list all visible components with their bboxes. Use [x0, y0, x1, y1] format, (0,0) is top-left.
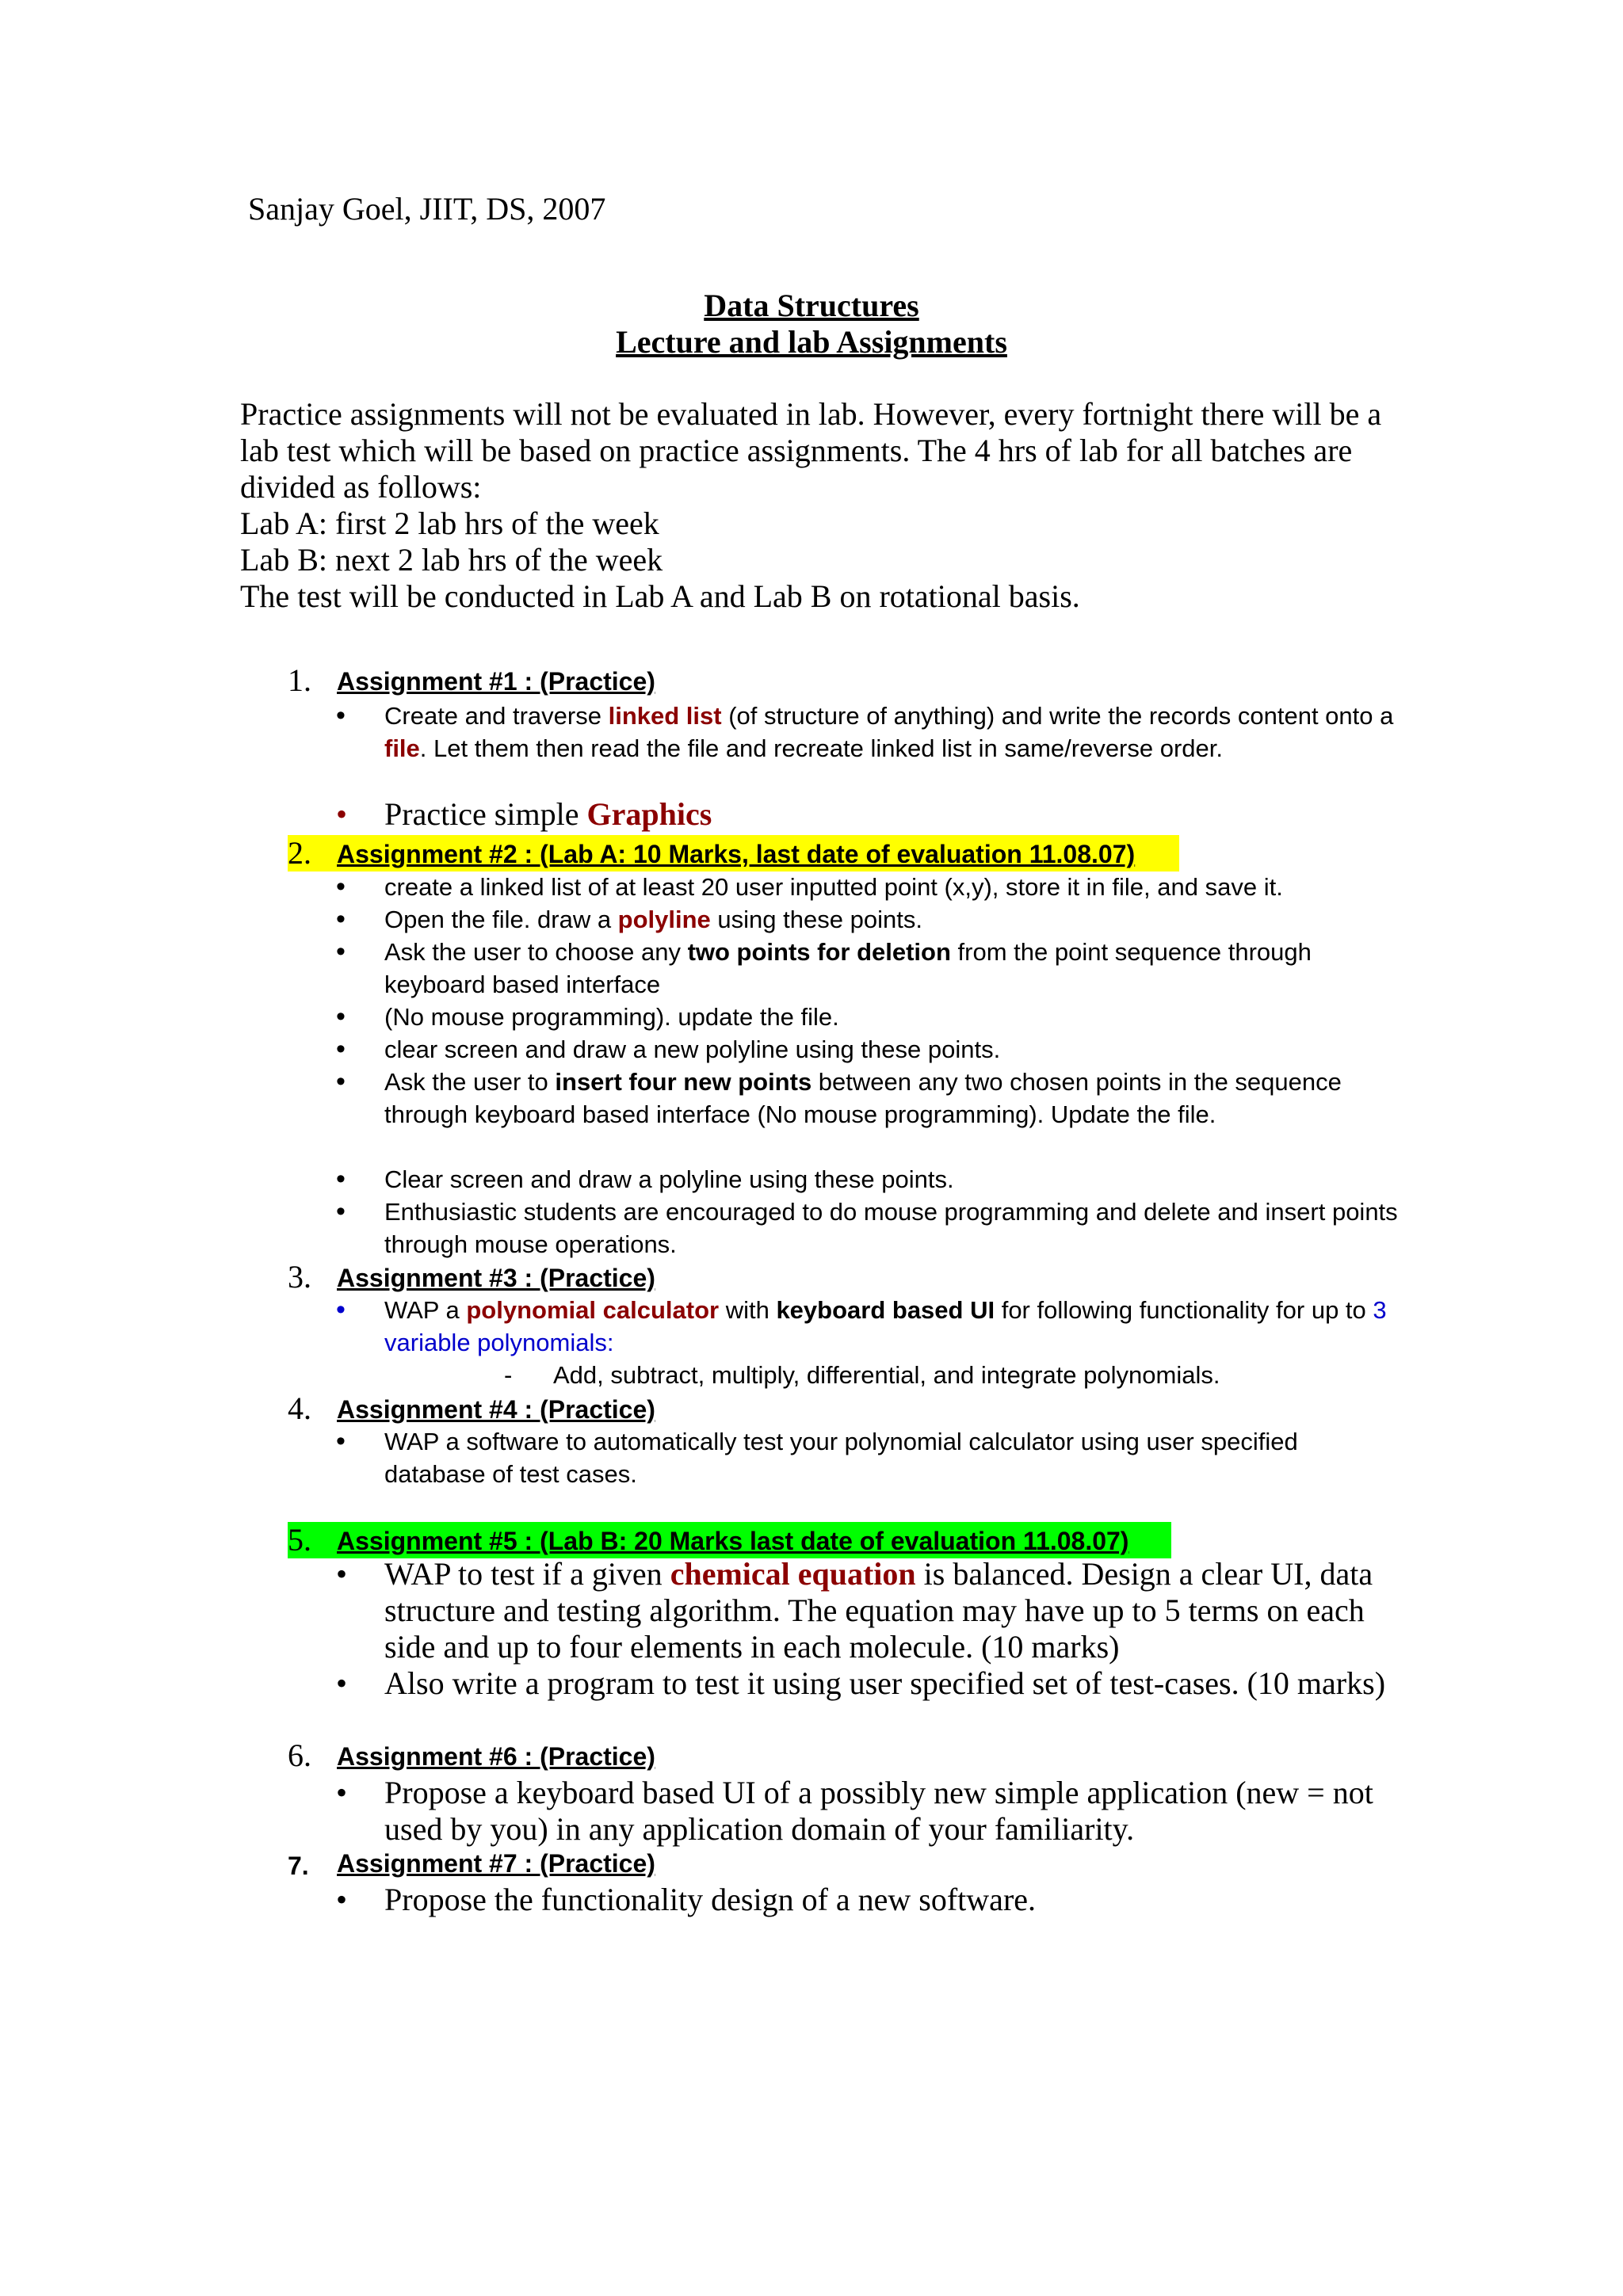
bullet-icon: • — [336, 1882, 348, 1917]
bullet-text: Propose the functionality design of a new software. — [384, 1882, 1037, 1917]
bullet-icon: • — [336, 700, 346, 730]
intro-paragraph — [240, 396, 1397, 615]
bullet-icon: • — [336, 1196, 346, 1226]
bullet-text: Also write a program to test it using user specified set of test-cases. (10 marks) — [384, 1665, 1386, 1701]
assignment-heading: Assignment #1 : (Practice) — [337, 667, 655, 696]
assignment-number: 7. — [288, 1852, 309, 1880]
bullet-text: (No mouse programming). update the file. — [384, 1003, 839, 1031]
bullet-icon: • — [336, 904, 346, 934]
bullet-text: WAP a software to automatically test your polynomial calculator using user specified database of test cases. — [384, 1428, 1298, 1488]
dash-marker: - — [504, 1361, 513, 1389]
assignment-heading: Assignment #7 : (Practice) — [337, 1849, 655, 1878]
document-subtitle: Lecture and lab Assignments — [616, 324, 1007, 360]
bullet-text: Ask the user to choose any two points for deletion from the point sequence through keyboard based interface — [384, 938, 1312, 998]
bullet-icon: • — [336, 1775, 348, 1810]
assignment-heading: Assignment #2 : (Lab A: 10 Marks, last date of evaluation 11.08.07) — [337, 840, 1136, 868]
bullet-text: clear screen and draw a new polyline using these points. — [384, 1035, 1001, 1063]
intro-lab-b: Lab B: next 2 lab hrs of the week — [240, 542, 663, 578]
assignment-number: 3. — [288, 1259, 311, 1295]
bullet-icon: • — [336, 1066, 346, 1097]
assignment-heading: Assignment #4 : (Practice) — [337, 1395, 655, 1424]
bullet-text: Ask the user to insert four new points between any two chosen points in the sequence through keyboard based interface (No mouse programming). Update the file. — [384, 1068, 1342, 1128]
intro-text: Practice assignments will not be evaluated in lab. However, every fortnight there will be a lab test which will be based on practice assignments. The 4 hrs of lab for all batches are divided as follows: — [240, 396, 1382, 505]
assignment-number: 1. — [288, 662, 311, 698]
bullet-text: Open the file. draw a polyline using these points. — [384, 906, 922, 933]
author-line: Sanjay Goel, JIIT, DS, 2007 — [248, 191, 606, 227]
bullet-icon: • — [336, 1426, 346, 1456]
assignment-heading: Assignment #5 : (Lab B: 20 Marks last date of evaluation 11.08.07) — [337, 1527, 1129, 1555]
assignment-heading: Assignment #3 : (Practice) — [337, 1264, 655, 1292]
bullet-text: Practice simple Graphics — [384, 796, 712, 832]
assignment-number: 4. — [288, 1390, 311, 1426]
bullet-text: Create and traverse linked list (of structure of anything) and write the records content onto a file. Let them then read the file and recreate linked list in same/reverse order. — [384, 702, 1394, 762]
sub-item-text: Add, subtract, multiply, differential, and integrate polynomials. — [553, 1361, 1220, 1389]
bullet-icon: • — [336, 1001, 346, 1032]
bullet-text: Clear screen and draw a polyline using these points. — [384, 1165, 954, 1193]
bullet-text: WAP a polynomial calculator with keyboard based UI for following functionality for up to 3 variable polynomials: — [384, 1296, 1387, 1356]
bullet-icon: • — [336, 1034, 346, 1064]
document-title: Data Structures — [704, 288, 919, 323]
intro-lab-a: Lab A: first 2 lab hrs of the week — [240, 505, 659, 541]
intro-rotation: The test will be conducted in Lab A and Lab B on rotational basis. — [240, 578, 1080, 614]
bullet-icon: • — [336, 1556, 348, 1592]
bullet-icon: • — [336, 871, 346, 902]
assignment-number: 6. — [288, 1737, 311, 1773]
bullet-text: Propose a keyboard based UI of a possibly new simple application (new = not used by you) in any application domain of your familiarity. — [384, 1775, 1373, 1847]
assignment-number: 5. — [288, 1522, 311, 1558]
assignment-number: 2. — [288, 835, 311, 871]
bullet-text: Enthusiastic students are encouraged to do mouse programming and delete and insert points through mouse operations. — [384, 1198, 1398, 1258]
bullet-icon: • — [336, 936, 346, 967]
bullet-icon: • — [336, 1665, 348, 1701]
bullet-icon: • — [336, 796, 348, 832]
assignment-heading: Assignment #6 : (Practice) — [337, 1742, 655, 1771]
bullet-icon: • — [336, 1164, 346, 1194]
bullet-text: create a linked list of at least 20 user inputted point (x,y), store it in file, and save it. — [384, 873, 1283, 901]
bullet-text: WAP to test if a given chemical equation is balanced. Design a clear UI, data structure and testing algorithm. The equation may have up to 5 terms on each side and up to four elements in each molecule. (10 marks) — [384, 1556, 1373, 1665]
bullet-icon: • — [336, 1295, 346, 1325]
